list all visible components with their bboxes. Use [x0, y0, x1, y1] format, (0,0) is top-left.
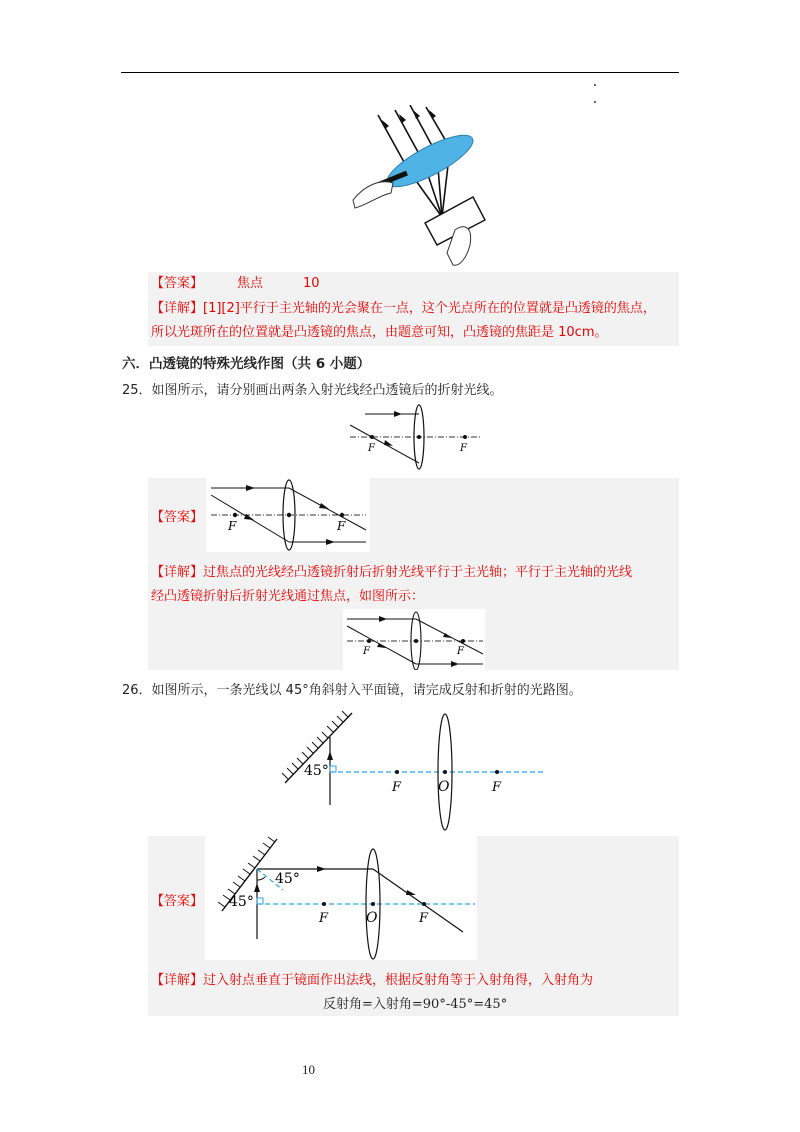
answer-tag: 【答案】 [151, 510, 204, 525]
formula: 反射角=入射角=90°-45°=45° [323, 997, 508, 1012]
detail-line [151, 562, 632, 584]
q25-detail-diagram [343, 609, 485, 670]
answer-value: 10 [303, 276, 320, 291]
magnifier-illustration [345, 105, 495, 270]
header-rule [121, 72, 679, 73]
detail-text: 过入射点垂直于镜面作出法线，根据反射角等于入射角得，入射角为 [203, 973, 594, 988]
detail-text: 过焦点的光线经凸透镜折射后折射光线平行于主光轴；平行于主光轴的光线 [203, 565, 633, 580]
focus-label: F [319, 911, 329, 926]
question-text: 如图所示，一条光线以 45°角斜射入平面镜，请完成反射和折射的光路图。 [151, 683, 582, 698]
question-26 [122, 680, 582, 702]
focus-label: F [457, 646, 464, 657]
detail-text: [1][2]平行于主光轴的光会聚在一点，这个光点所在的位置就是凸透镜的焦点， [203, 301, 656, 316]
focus-label: F [492, 780, 502, 795]
focus-label: F [337, 519, 346, 533]
header-dot [594, 84, 596, 86]
detail-line [151, 970, 593, 992]
answer-tag: 【答案】 [151, 276, 204, 291]
header-dot [594, 101, 596, 103]
angle-label: 45° [229, 894, 254, 910]
detail-tag: 【详解】 [151, 301, 204, 316]
focus-label: F [368, 443, 375, 454]
optical-center-label: O [438, 779, 450, 795]
page-number: 10 [302, 1062, 315, 1077]
optical-center-label: O [366, 910, 378, 926]
detail-line [151, 298, 656, 320]
answer-value: 焦点 [237, 276, 264, 291]
angle-label: 45° [275, 871, 300, 887]
focus-label: F [419, 911, 429, 926]
q26-answer-diagram [205, 836, 477, 960]
focus-label: F [392, 780, 402, 795]
angle-label: 45° [304, 763, 329, 779]
section-title: 六．凸透镜的特殊光线作图（共 6 小题） [122, 356, 371, 372]
question-text: 如图所示，请分别画出两条入射光线经凸透镜后的折射光线。 [151, 383, 503, 398]
detail-tag: 【详解】 [151, 565, 204, 580]
question-number: 25． [122, 383, 152, 398]
q25-answer-diagram [206, 478, 370, 552]
question-25 [122, 380, 503, 402]
detail-line: 经凸透镜折射后折射光线通过焦点，如图所示： [151, 589, 425, 604]
detail-tag: 【详解】 [151, 973, 204, 988]
focus-label: F [228, 519, 237, 533]
q26-question-diagram [280, 705, 550, 835]
detail-line: 所以光斑所在的位置就是凸透镜的焦点，由题意可知，凸透镜的焦距是 10cm。 [151, 325, 608, 340]
answer-line [151, 273, 320, 295]
question-number: 26． [122, 683, 152, 698]
focus-label: F [460, 443, 467, 454]
answer-tag: 【答案】 [151, 894, 204, 909]
focus-label: F [363, 646, 370, 657]
q25-question-diagram [340, 403, 490, 473]
